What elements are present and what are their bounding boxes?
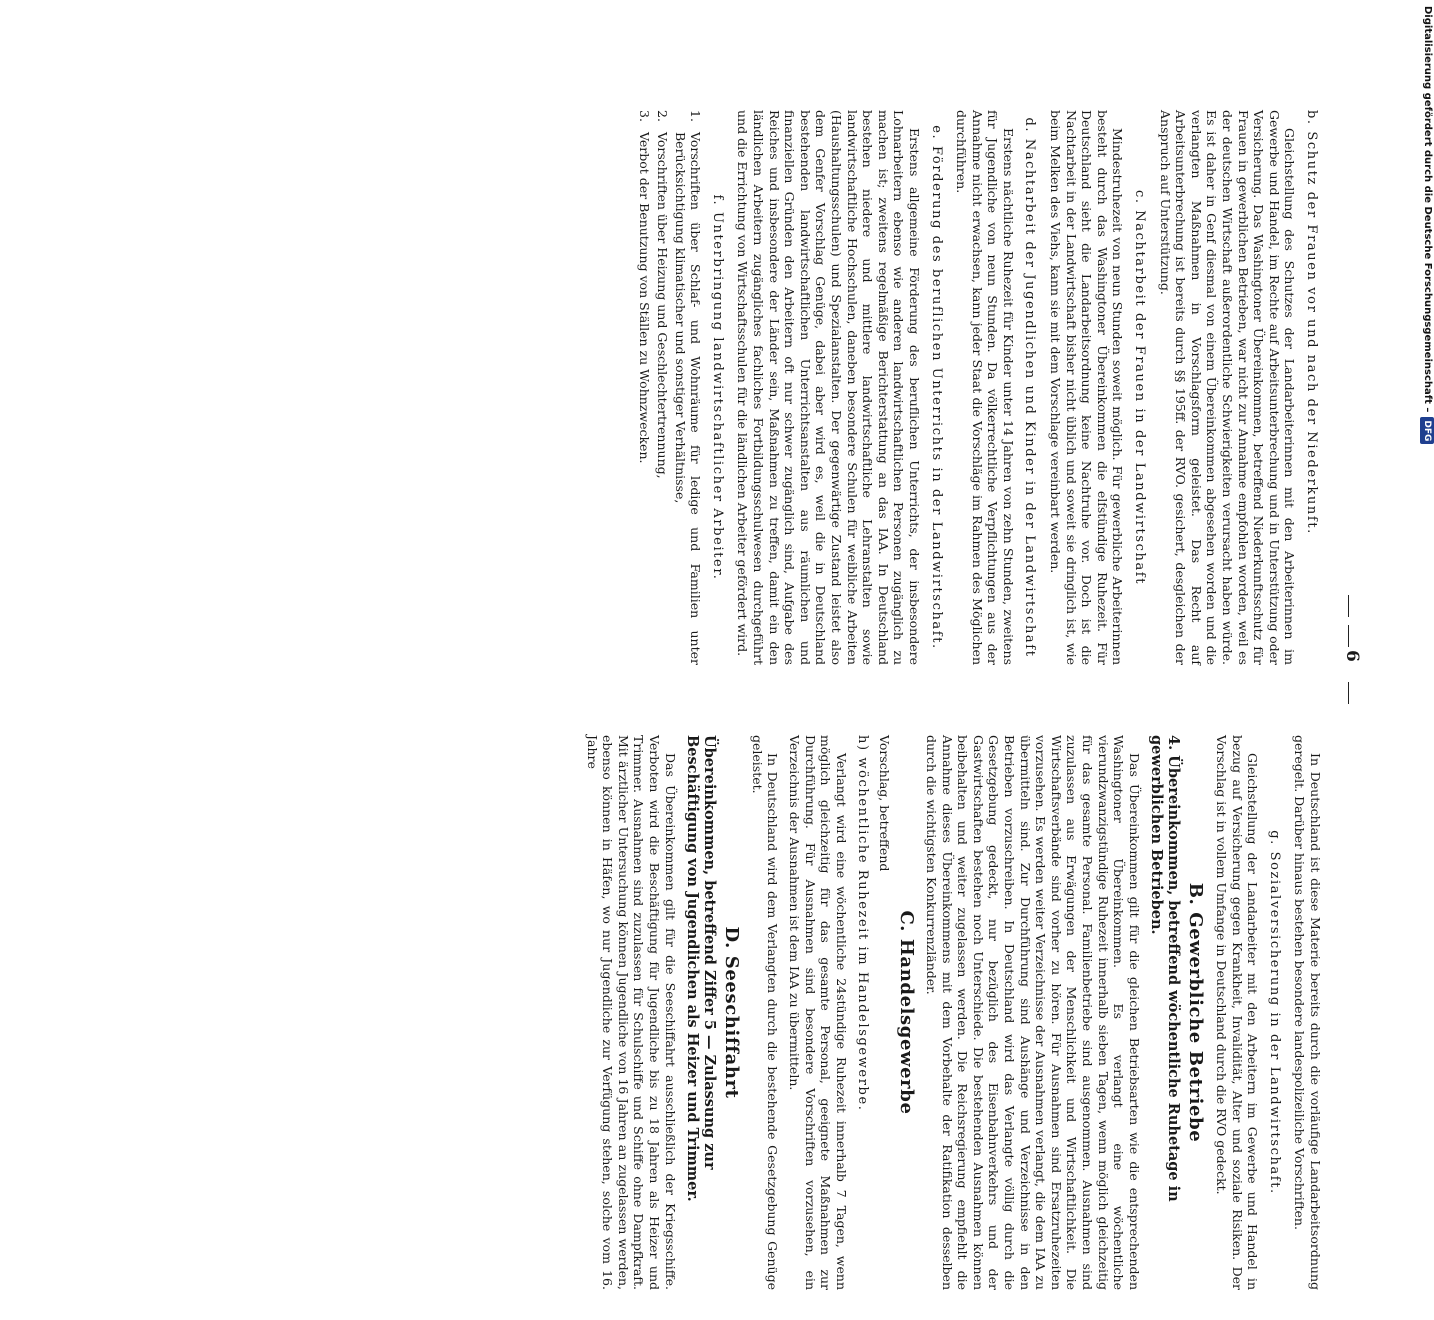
intro-text: In Deutschland ist diese Materie bereits durch die vorläufige Landarbeitsordnung geregelt. Darüber hinaus bestehen besondere landespolizeiliche Vorschriften. xyxy=(1292,735,1323,1290)
section-g-heading: g. Sozialversicherung in der Landwirtschaft. xyxy=(1266,830,1282,1195)
section-B-subheading: 4. Übereinkommen, betreffend wöchentliche Ruhetage in gewerblichen Betrieben. xyxy=(1147,735,1182,1202)
list-item-number: 3. xyxy=(637,110,653,122)
section-D xyxy=(584,735,743,1290)
section-c-text: Mindestruhezeit von neun Stunden soweit möglich. Für gewerbliche Arbeiterinnen besteht durch das Washingtoner Übereinkommen die elfstündige Ruhezeit. Für Deutschland sieht die Landarbeitsordnung keine Nachtruhe vor. Doch ist die Nachtarbeit in der Landwirtschaft bisher nicht üblich und soweit sie dringlich ist, wie beim Melken des Viehs, kann sie mit dem Vorschlage vereinbart werden. xyxy=(1048,110,1126,665)
list-item-number: 1. xyxy=(688,110,704,122)
section-D-subheading: Übereinkommen, betreffend Ziffer 5 — Zulassung zur Beschäftigung von Jugendlichen als Heizer und Trimmer. xyxy=(683,735,718,1202)
section-C-text-2: In Deutschland wird dem Verlangten durch die bestehende Gesetzgebung Genüge geleistet. xyxy=(749,735,781,1290)
section-e-heading: e. Förderung des beruflichen Unterrichts in der Landwirtschaft. xyxy=(928,125,944,650)
list-item xyxy=(654,110,670,665)
intro-block xyxy=(1292,735,1323,1290)
page-number: 6 xyxy=(1342,650,1362,662)
section-d xyxy=(954,110,1038,665)
section-f-heading: f. Unterbringung landwirtschaftlicher Arbeiter. xyxy=(709,194,725,581)
header-dash-right xyxy=(1348,682,1349,704)
section-C-text-1: Verlangt wird eine wöchentliche 24stündige Ruhezeit innerhalb 7 Tagen, wenn möglich gleichzeitig für das gesamte Personal, geeignete Maßnahmen zur Durchführung. Für Ausnahmen sind besondere Vorschriften vorzusehen, ein Verzeichnis der Ausnahmen ist dem IAA zu übermitteln. xyxy=(786,735,849,1290)
section-C-lead: Vorschlag, betreffend xyxy=(876,735,892,872)
list-item-text: Vorschriften über Schlaf- und Wohnräume für ledige und Familien unter Berücksichtigung klimatischer und sonstiger Verhältnisse, xyxy=(672,132,704,665)
digitization-credit-text-wrap xyxy=(1420,6,1434,996)
section-g-text: Gleichstellung der Landarbeiter mit den Arbeitern im Gewerbe und Handel in bezug auf Versicherung gegen Krankheit, Invalidität, Alter und soziale Risiken. Der Vorschlag ist in vollem Umfange in Deutschland durch die RVO gedeckt. xyxy=(1214,735,1261,1290)
section-c-heading: c. Nachtarbeit der Frauen in der Landwirtschaft xyxy=(1132,189,1148,586)
section-f xyxy=(637,110,725,665)
section-C xyxy=(749,735,917,1290)
section-B-heading: B. Gewerbliche Betriebe xyxy=(1185,882,1207,1143)
section-B xyxy=(924,735,1207,1290)
section-e-text: Erstens allgemeine Förderung des beruflichen Unterrichts, der insbesondere Lohnarbeitern ebenso wie anderen landwirtschaftlichen Personen zugänglich zu machen ist; zweitens regelmäßige Berichterstattung an das IAA. In Deutschland bestehen niedere und mittlere landwirtschaftliche Lehranstalten sowie landwirtschaftliche Hochschulen, daneben besondere Schulen für weibliche Arbeiten (Haushaltungsschulen) und Spezialanstalten. Der gegenwärtige Zustand leistet also dem Genfer Vorschlag Genüge, dabei aber wird es, weil die in Deutschland bestehenden landwirtschaftlichen Unterrichtsanstalten aus räumlichen und finanziellen Gründen den Arbeitern oft nur schwer zugänglich sind, Aufgabe des Reiches und insbesondere der Länder sein, Maßnahmen zu treffen, damit ein den ländlichen Arbeitern zugängliches fachliches Fortbildungsschulwesen durchgeführt und die Errichtung von Wirtschaftsschulen für die ländlichen Arbeiter gefördert wird. xyxy=(735,110,922,665)
section-b-text: Gleichstellung des Schutzes der Landarbeiterinnen mit den Arbeiterinnen im Gewerbe und Handel, im Rechte auf Arbeitsunterbrechung und in Unterstützung oder Versicherung. Das Washingtoner Übereinkommen, betreffend Niederkunftsschutz für Frauen in gewerblichen Betrieben, war nicht zur Annahme empfohlen worden, weil es der deutschen Wirtschaft außerordentliche Schwierigkeiten verursacht haben würde. Es ist daher in Genf diesmal von einem Übereinkommen abgesehen worden und die verlangten Maßnahmen in Vorschlagsform geleistet. Das Recht auf Arbeitsunterbrechung ist bereits durch §§ 195ff. der RVO. gesichert, desgleichen der Anspruch auf Unterstützung. xyxy=(1157,110,1298,665)
section-e xyxy=(735,110,944,665)
header-dash-left-2 xyxy=(1348,625,1349,647)
left-column xyxy=(627,110,1323,665)
list-item xyxy=(672,110,703,665)
section-b-heading: b. Schutz der Frauen vor und nach der Niederkunft. xyxy=(1304,110,1319,535)
section-D-text: Das Übereinkommen gilt für die Seeschiffahrt ausschließlich der Kriegsschiffe. Verboten wird die Beschäftigung für Jugendliche bis zu 18 Jahren als Heizer und Trimmer. Ausnahmen sind zuzulassen für Schulschiffe und Schiffe ohne Dampfkraft. Mit ärztlicher Untersuchung können Jugendliche von 16 Jahren an zugelassen werden, ebenso können in Häfen, wo nur Jugendliche zur Verfügung stehen, solche vom 16. Jahre xyxy=(584,735,678,1290)
digitization-credit xyxy=(1418,6,1434,996)
section-b xyxy=(1157,110,1319,665)
list-item-text: Verbot der Benutzung von Ställen zu Wohnzwecken. xyxy=(637,132,653,464)
list-item-text: Vorschriften über Heizung und Geschlechtertrennung, xyxy=(655,132,671,479)
header-dash-left xyxy=(1348,595,1349,617)
section-C-heading: C. Handelsgewerbe xyxy=(895,910,917,1115)
digitization-credit-text: Digitalisierung gefördert durch die Deutsche Forschungsgemeinschaft – xyxy=(1422,6,1433,413)
section-d-text: Erstens nächtliche Ruhezeit für Kinder unter 14 Jahren von zehn Stunden, zweitens für Jugendliche von neun Stunden. Da völkerrechtliche Verpflichtungen aus der Annahme nicht erwachsen, kann jeder Staat die Vorschläge im Rahmen des Möglichen durchführen. xyxy=(954,110,1016,665)
section-d-heading: d. Nachtarbeit der Jugendlichen und Kinder in der Landwirtschaft xyxy=(1022,117,1038,658)
section-C-subheading: h) wöchentliche Ruhezeit im Handelsgewerbe. xyxy=(855,735,871,1112)
section-B-text: Das Übereinkommen gilt für die gleichen Betriebsarten wie die entsprechenden Washingtoner Übereinkommen. Es verlangt eine wöchentliche vierundzwanzigstündige Ruhezeit innerhalb sieben Tagen, wenn möglich gleichzeitig für das gesamte Personal. Familienbetriebe sind ausgenommen. Ausnahmen sind zuzulassen aus Erwägungen der Menschlichkeit und Wirtschaftlichkeit. Die Wirtschaftsverbände sind vorher zu hören. Für Ausnahmen sind Ersatzruhezeiten vorzusehen. Es werden weiter Verzeichnisse der Ausnahmen verlangt, die dem IAA zu übermitteln sind. Zur Durchführung sind Aushänge und Verzeichnisse in den Betrieben vorzuschreiben. In Deutschland wird das Verlangte völlig durch die Gesetzgebung gedeckt, nur bezüglich des Eisenbahnverkehrs und der Gastwirtschaften bestehen noch Unterschiede. Die bestehenden Ausnahmen können beibehalten und weiter zugelassen werden. Die Reichsregierung empfiehlt die Annahme dieses Übereinkommens mit dem Vorbehalte der Ratifikation desselben durch die wichtigsten Konkurrenzländer. xyxy=(924,735,1142,1290)
right-column xyxy=(574,735,1323,1290)
section-g xyxy=(1213,735,1281,1290)
rotated-document-page xyxy=(135,90,1365,1290)
list-item-number: 2. xyxy=(655,110,671,122)
page-header xyxy=(1325,90,1365,1320)
section-c xyxy=(1048,110,1148,665)
list-item xyxy=(637,110,653,665)
dfg-logo: DFG xyxy=(1420,417,1434,444)
section-f-list xyxy=(637,110,703,665)
section-D-heading: D. Seeschiffahrt xyxy=(721,926,743,1099)
